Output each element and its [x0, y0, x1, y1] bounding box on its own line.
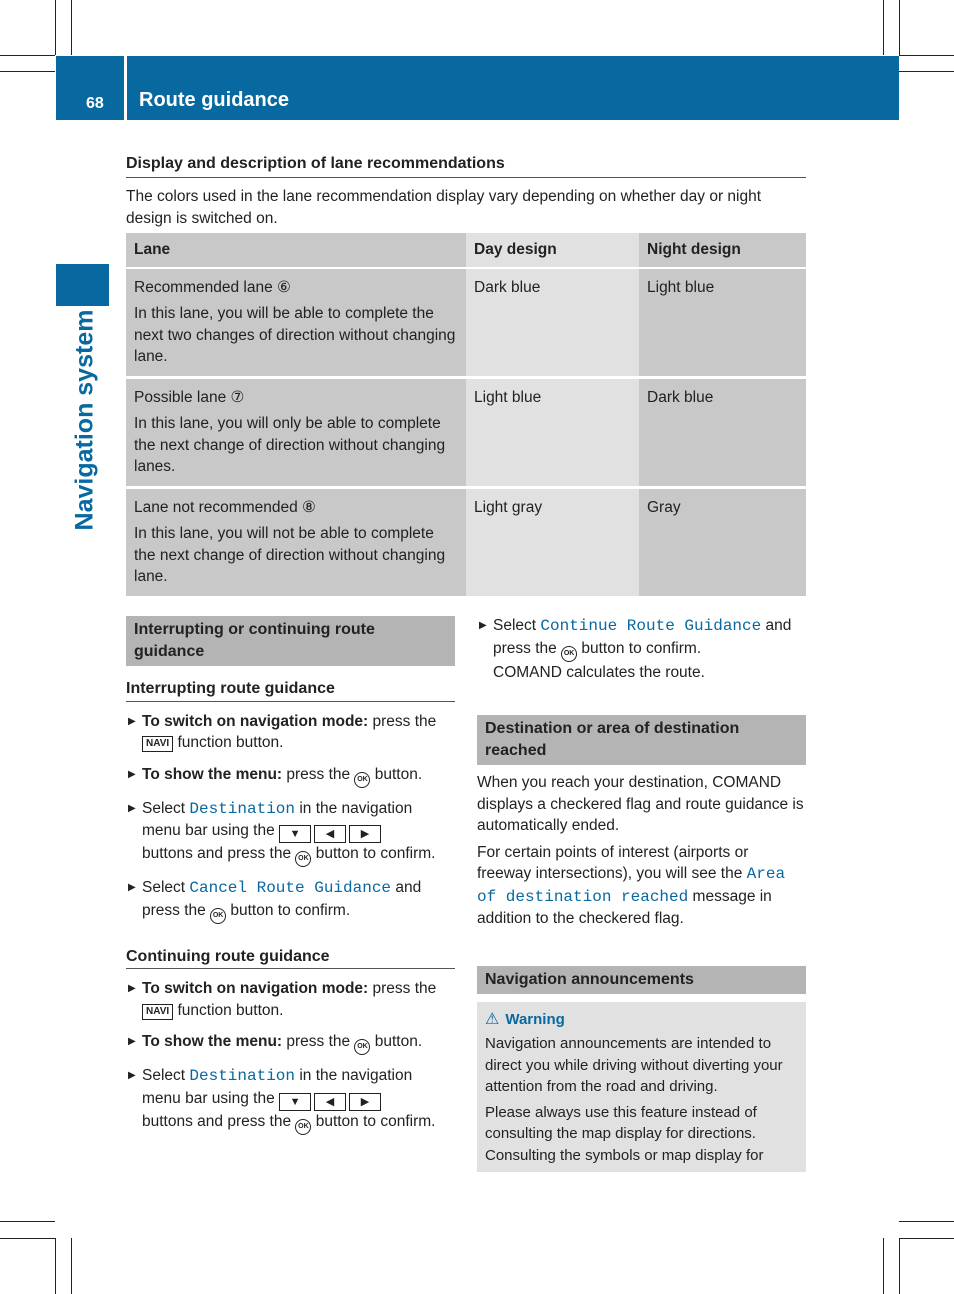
right-column — [477, 615, 806, 1172]
list-item — [477, 615, 806, 683]
lanes-section-heading: Display and description of lane recommendations — [126, 153, 806, 178]
table-row — [126, 268, 806, 378]
lane-desc: In this lane, you will be able to complete the next two changes of direction without changing lane. — [134, 305, 456, 365]
step-text: press the — [282, 1033, 355, 1050]
crop-mark — [899, 1238, 954, 1239]
text-run: For certain points of interest (airports or freeway intersections), you will see the — [477, 843, 749, 882]
step-bold: To show the menu: — [142, 1033, 283, 1050]
lane-desc: In this lane, you will not be able to complete the next change of direction without changing lane. — [134, 525, 446, 585]
list-item — [126, 978, 455, 1021]
day-cell: Light gray — [466, 487, 639, 597]
lane-name: Lane not recommended ⑧ — [134, 498, 316, 516]
destination-p2 — [477, 842, 806, 930]
table-row — [126, 377, 806, 487]
lane-name: Recommended lane ⑥ — [134, 278, 291, 296]
lane-table-header — [126, 233, 806, 268]
step-text: and press the — [142, 879, 422, 919]
announcements-heading: Navigation announcements — [477, 966, 806, 994]
crop-mark — [899, 1238, 900, 1294]
step-text: button. — [370, 1033, 423, 1050]
crop-mark — [0, 1238, 55, 1239]
page-title: Route guidance — [139, 89, 290, 111]
menu-item-continue-route-guidance: Continue Route Guidance — [540, 617, 762, 635]
step-text: Select — [493, 617, 541, 634]
step-bold: To show the menu: — [142, 765, 283, 783]
col-header-lane: Lane — [126, 233, 466, 268]
warning-title-row — [485, 1009, 798, 1031]
step-bold: To switch on navigation mode: — [142, 712, 369, 730]
menu-item-destination: Destination — [189, 1067, 296, 1085]
ok-button-icon: OK — [210, 908, 226, 924]
step-text: Select — [142, 1067, 190, 1084]
list-item — [126, 877, 455, 924]
step-text: button to confirm. — [311, 845, 436, 862]
ok-button-icon: OK — [354, 772, 370, 788]
crop-mark — [883, 0, 884, 55]
warning-triangle-icon: ⚠ — [485, 1010, 500, 1028]
header-divider — [124, 56, 127, 120]
message-area-of-destination-reached: Area of destination reached — [477, 865, 786, 906]
navi-key-icon: NAVI — [142, 736, 173, 752]
text-run: message in addition to the checkered flag. — [477, 887, 772, 927]
down-arrow-icon: ▼ — [279, 1093, 311, 1111]
list-item — [126, 798, 455, 868]
right-arrow-icon: ▶ — [349, 1093, 381, 1111]
destination-p1: When you reach your destination, COMAND displays a checkered flag and route guidance is automatically ended. — [477, 774, 804, 834]
crop-mark — [71, 1238, 72, 1294]
step-text: buttons and press the — [142, 845, 296, 862]
night-cell: Dark blue — [639, 377, 806, 487]
right-arrow-icon: ▶ — [349, 825, 381, 843]
left-arrow-icon: ◀ — [314, 825, 346, 843]
lane-cell — [126, 487, 466, 597]
step-text: press the — [368, 980, 437, 997]
list-item — [126, 711, 455, 754]
ok-button-icon: OK — [561, 646, 577, 662]
step-text: in the navigation menu bar using the — [142, 799, 413, 839]
step-text: button. — [370, 765, 423, 783]
destination-text — [477, 772, 806, 930]
list-item — [126, 1031, 455, 1055]
lanes-intro: The colors used in the lane recommendation display vary depending on whether day or night design is switched on. — [126, 188, 762, 227]
step-text: Select — [142, 879, 190, 896]
side-tab-marker — [56, 264, 109, 306]
crop-mark — [899, 1221, 954, 1222]
destination-heading: Destination or area of destination reached — [477, 715, 806, 765]
step-text: Select — [142, 799, 190, 817]
ok-button-icon: OK — [295, 1119, 311, 1135]
navi-key-icon: NAVI — [142, 1004, 173, 1020]
crop-mark — [0, 71, 55, 72]
crop-mark — [71, 0, 72, 55]
lane-name: Possible lane ⑦ — [134, 388, 245, 406]
list-item — [126, 764, 455, 788]
col-header-night: Night design — [639, 233, 806, 268]
crop-mark — [899, 55, 954, 56]
down-arrow-icon: ▼ — [279, 825, 311, 843]
lane-table — [126, 233, 806, 599]
step-result: COMAND calculates the route. — [493, 663, 705, 681]
lane-desc: In this lane, you will only be able to complete the next change of direction without changing lanes. — [134, 415, 446, 475]
side-tab-label: Navigation system — [70, 309, 99, 531]
step-text: button to confirm. — [226, 901, 351, 919]
warning-p2: Please always use this feature instead of consulting the map display for directions. Consulting the symbols or map display for — [485, 1103, 764, 1164]
menu-item-cancel-route-guidance: Cancel Route Guidance — [189, 879, 392, 897]
table-row — [126, 487, 806, 597]
ok-button-icon: OK — [295, 851, 311, 867]
day-cell: Light blue — [466, 377, 639, 487]
ok-button-icon: OK — [354, 1039, 370, 1055]
step-text: button to confirm. — [577, 639, 702, 657]
crop-mark — [0, 55, 55, 56]
night-cell: Light blue — [639, 268, 806, 378]
day-cell: Dark blue — [466, 268, 639, 378]
crop-mark — [0, 1221, 55, 1222]
step-text: press the — [282, 765, 355, 783]
menu-item-destination: Destination — [189, 799, 296, 818]
page-number: 68 — [86, 95, 104, 112]
interrupting-heading: Interrupting or continuing route guidance — [126, 616, 455, 666]
crop-mark — [899, 0, 900, 55]
step-text: function button. — [173, 734, 284, 751]
step-text: and press the — [493, 617, 792, 657]
warning-title: Warning — [505, 1010, 565, 1028]
crop-mark — [899, 71, 954, 72]
warning-box — [477, 1002, 806, 1173]
left-arrow-icon: ◀ — [314, 1093, 346, 1111]
crop-mark — [55, 0, 56, 55]
continuing-subheading: Continuing route guidance — [126, 946, 455, 970]
crop-mark — [883, 1238, 884, 1294]
step-text: press the — [368, 712, 437, 730]
night-cell: Gray — [639, 487, 806, 597]
step-text: in the navigation menu bar using the — [142, 1067, 413, 1107]
lane-cell — [126, 377, 466, 487]
step-text: buttons and press the — [142, 1112, 296, 1130]
left-column — [126, 616, 455, 1145]
warning-p1: Navigation announcements are intended to direct you while driving without diverting your attention from the road and driving. — [485, 1035, 783, 1095]
step-text: function button. — [173, 1001, 284, 1019]
interrupting-subheading: Interrupting route guidance — [126, 678, 455, 702]
interrupting-steps — [126, 711, 455, 924]
step-text: button to confirm. — [311, 1112, 436, 1130]
continuing-steps — [126, 978, 455, 1135]
lane-cell — [126, 268, 466, 378]
col-header-day: Day design — [466, 233, 639, 268]
step-bold: To switch on navigation mode: — [142, 980, 369, 997]
list-item — [126, 1065, 455, 1135]
crop-mark — [55, 1238, 56, 1294]
